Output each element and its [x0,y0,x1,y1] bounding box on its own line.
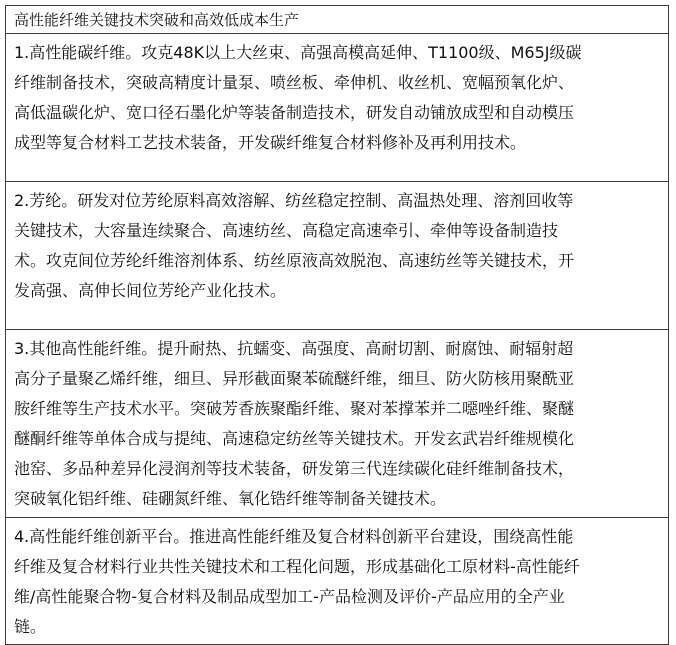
section-carbon-fiber [6,34,668,182]
text-line: 1.高性能碳纤维。攻克48K以上大丝束、高强高模高延伸、T1100级、M65J级碳 [14,43,582,62]
text-line: 高低温碳化炉、宽口径石墨化炉等装备制造技术，研发自动铺放成型和自动模压 [14,103,575,122]
section-other-fibers [6,330,668,518]
text-line: 池窑、多品种差异化浸润剂等技术装备，研发第三代连续碳化硅纤维制备技术， [14,459,575,478]
section-aramid [6,182,668,330]
text-line: 纤维及复合材料行业共性关键技术和工程化问题，形成基础化工原材料-高性能纤 [14,557,580,576]
text-line: 关键技术，大容量连续聚合、高速纺丝、高稳定高速牵引、牵伸等设备制造技 [14,221,559,240]
section-innovation-platform [6,518,668,644]
text-line: 纤维制备技术，突破高精度计量泵、喷丝板、牵伸机、收丝机、宽幅预氧化炉、 [14,73,575,92]
text-line: 发高强、高伸长间位芳纶产业化技术。 [14,281,287,300]
table-title: 高性能纤维关键技术突破和高效低成本生产 [6,6,668,34]
text-line: 胺纤维等生产技术水平。突破芳香族聚酯纤维、聚对苯撑苯并二噁唑纤维、聚醚 [14,399,575,418]
text-line: 3.其他高性能纤维。提升耐热、抗蠕变、高强度、高耐切割、耐腐蚀、耐辐射超 [14,339,574,358]
document-table [5,5,669,645]
text-line: 4.高性能纤维创新平台。推进高性能纤维及复合材料创新平台建设，围绕高性能 [14,527,574,546]
text-line: 术。攻克间位芳纶纤维溶剂体系、纺丝原液高效脱泡、高速纺丝等关键技术，开 [14,251,575,270]
text-line: 链。 [14,617,47,636]
text-line: 突破氧化铝纤维、硅硼氮纤维、氧化锆纤维等制备关键技术。 [14,489,447,508]
text-line: 维/高性能聚合物-复合材料及制品成型加工-产品检测及评价-产品应用的全产业 [14,587,565,606]
text-line: 高分子量聚乙烯纤维，细旦、异形截面聚苯硫醚纤维，细旦、防火防核用聚酰亚 [14,369,575,388]
text-line: 醚酮纤维等单体合成与提纯、高速稳定纺丝等关键技术。开发玄武岩纤维规模化 [14,429,575,448]
text-line: 2.芳纶。研发对位芳纶原料高效溶解、纺丝稳定控制、高温热处理、溶剂回收等 [14,191,574,210]
text-line: 成型等复合材料工艺技术装备，开发碳纤维复合材料修补及再利用技术。 [14,133,527,152]
